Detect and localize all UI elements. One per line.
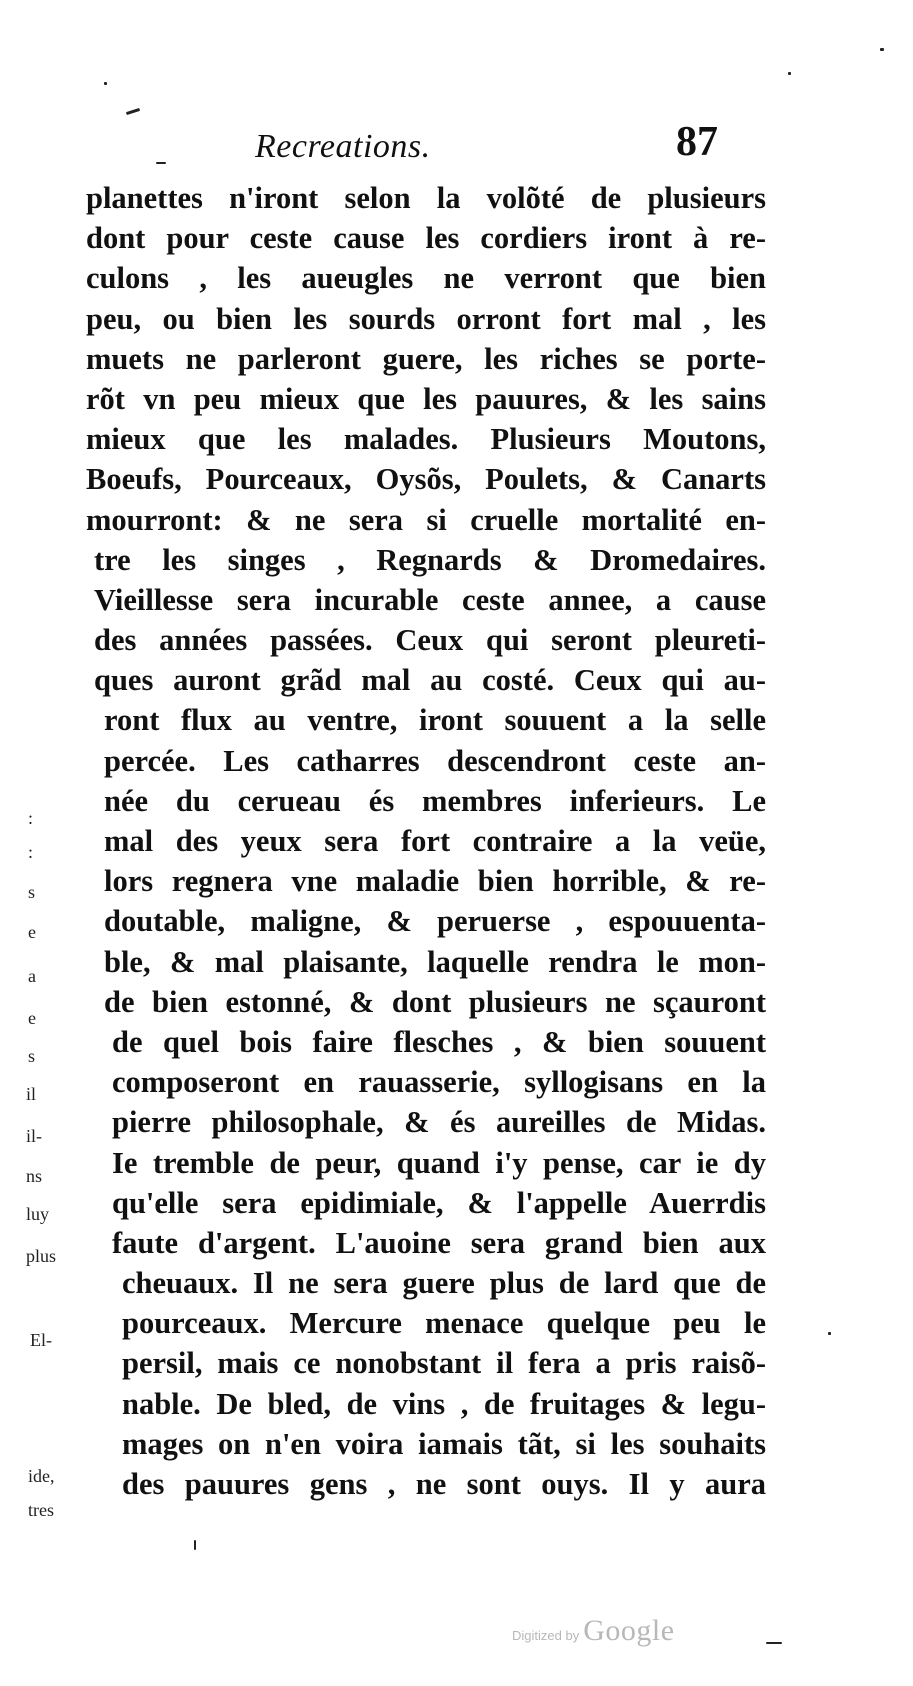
ink-speck <box>880 48 884 51</box>
text-line: ques auront grãd mal au costé. Ceux qui au- <box>94 663 766 698</box>
text-line: mal des yeux sera fort contraire a la veüe, <box>104 824 766 858</box>
ink-speck <box>766 1642 782 1644</box>
text-line: née du cerueau és membres inferieurs. Le <box>104 783 766 818</box>
text-line: composeront en rauasserie, syllogisans en la <box>112 1065 766 1100</box>
text-line: de quel bois faire flesches , & bien souuent <box>112 1024 766 1059</box>
margin-fragment: s <box>28 1046 36 1066</box>
margin-fragment: ns <box>26 1166 43 1186</box>
margin-fragment: il <box>26 1084 37 1104</box>
text-line: percée. Les catharres descendront ceste an- <box>104 743 766 778</box>
margin-fragment: s <box>28 882 36 902</box>
text-line: mages on n'en voira iamais tãt, si les souhaits <box>122 1426 766 1461</box>
text-line: culons , les aueugles ne verront que bien <box>86 261 766 296</box>
body-text <box>86 178 766 1504</box>
google-watermark <box>512 1614 675 1648</box>
text-line: peu, ou bien les sourds orront fort mal , les <box>86 301 766 336</box>
page-number: 87 <box>676 119 718 165</box>
margin-fragment: : <box>28 808 34 828</box>
running-head: Recreations. <box>255 128 431 165</box>
text-line: mourront: & ne sera si cruelle mortalité en- <box>86 502 766 537</box>
margin-fragment: il- <box>26 1126 42 1146</box>
text-line: pourceaux. Mercure menace quelque peu le <box>122 1306 766 1341</box>
watermark-prefix: Digitized by <box>512 1628 580 1643</box>
margin-fragment: e <box>28 922 36 942</box>
text-line: pierre philosophale, & és aureilles de Midas. <box>112 1105 766 1140</box>
margin-fragment: plus <box>26 1246 57 1266</box>
text-line: nable. De bled, de vins , de fruitages & legu- <box>122 1386 766 1421</box>
margin-fragment: : <box>28 842 34 862</box>
text-line: rõt vn peu mieux que les pauures, & les sains <box>86 381 766 416</box>
margin-fragment: El- <box>30 1330 52 1350</box>
text-line: des années passées. Ceux qui seront pleureti- <box>94 623 766 658</box>
text-line: planettes n'iront selon la volõté de plusieurs <box>86 181 766 215</box>
margin-fragment: ide, <box>28 1466 55 1486</box>
margin-fragment: e <box>28 1008 36 1028</box>
text-line: doutable, maligne, & peruerse , espouuenta- <box>104 904 766 939</box>
ink-speck <box>828 1332 831 1335</box>
text-line: lors regnera vne maladie bien horrible, & re- <box>104 864 766 899</box>
text-line: mieux que les malades. Plusieurs Moutons, <box>86 422 766 457</box>
text-line: persil, mais ce nonobstant il fera a pris raisõ- <box>122 1346 766 1381</box>
text-line: Boeufs, Pourceaux, Oysõs, Poulets, & Canarts <box>86 462 766 497</box>
margin-fragment: a <box>28 966 36 986</box>
margin-fragment: luy <box>26 1204 50 1224</box>
text-line: des pauures gens , ne sont ouys. Il y aura <box>122 1467 766 1501</box>
text-line: dont pour ceste cause les cordiers iront à re- <box>86 221 766 256</box>
margin-fragment: tres <box>28 1500 54 1520</box>
text-line: qu'elle sera epidimiale, & l'appelle Auerrdis <box>112 1185 766 1220</box>
ink-speck <box>126 108 140 115</box>
text-line: Ie tremble de peur, quand i'y pense, car ie dy <box>112 1145 766 1180</box>
text-line: ront flux au ventre, iront souuent a la selle <box>104 703 766 738</box>
text-line: ble, & mal plaisante, laquelle rendra le mon- <box>104 944 766 979</box>
text-line: cheuaux. Il ne sera guere plus de lard que de <box>122 1266 766 1301</box>
text-line: tre les singes , Regnards & Dromedaires. <box>94 542 766 577</box>
ink-speck <box>104 82 107 85</box>
text-line: faute d'argent. L'auoine sera grand bien aux <box>112 1225 766 1260</box>
ink-speck <box>156 162 166 164</box>
ink-speck <box>194 1540 196 1550</box>
text-line: muets ne parleront guere, les riches se porte- <box>86 341 766 376</box>
text-line: de bien estonné, & dont plusieurs ne sçauront <box>104 984 766 1019</box>
text-line: Vieillesse sera incurable ceste annee, a cause <box>94 582 766 617</box>
watermark-logo: Google <box>583 1614 675 1647</box>
ink-speck <box>788 72 791 75</box>
